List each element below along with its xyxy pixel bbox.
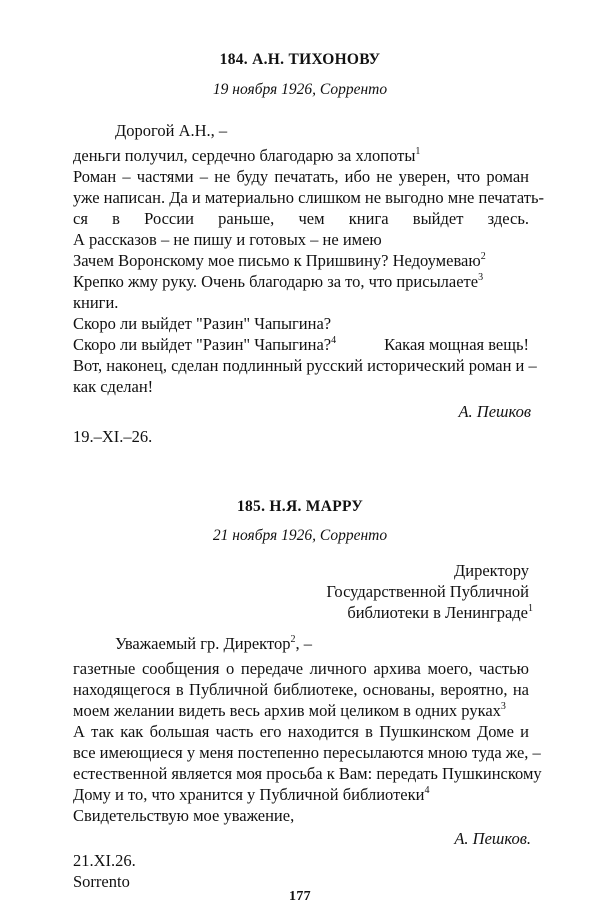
letter-185-closing-place: Sorrento [73, 872, 130, 891]
letter-185-closing-date: 21.XI.26. [73, 851, 136, 870]
text-line: деньги получил, сердечно благодарю за хлопоты$^1$ [73, 145, 421, 165]
text-line: газетные сообщения о передаче личного архива моего, частью [73, 659, 529, 678]
text-line: Дому и то, что хранится у Публичной библиотеки$^4$ [73, 784, 430, 804]
text-line: Скоро ли выйдет "Разин" Чапыгина?$^4$ Какая мощная вещь! [73, 334, 529, 354]
text-line: ся в России раньше, чем книга выйдет здесь. [73, 209, 529, 228]
text-line: Зачем Воронскому мое письмо к Пришвину? Недоумеваю$^2$ [73, 250, 486, 270]
text-line: Скоро ли выйдет "Разин" Чапыгина? [73, 314, 332, 333]
letter-185-heading: 185. Н.Я. МАРРУ [236, 498, 364, 515]
page-number: 177 [289, 889, 311, 904]
letter-185-salutation: Уважаемый гр. Директор$^2$, – [115, 633, 312, 653]
letter-184-salutation: Дорогой А.Н., – [115, 121, 228, 140]
letter-184-closing-date: 19.–XI.–26. [73, 427, 153, 446]
letter-185-signature: А. Пешков. [454, 829, 531, 848]
letter-185-date-place: 21 ноября 1926, Сорренто [212, 527, 388, 544]
text-line: моем желании видеть весь архив мой целиком в одних руках$^3$ [73, 700, 506, 720]
text-line: Свидетельствую мое уважение, [73, 806, 295, 825]
text-line: книги. [73, 293, 119, 312]
letter-184-signature: А. Пешков [458, 402, 531, 421]
addressee-line: библиотеки в Ленинграде$^1$ [347, 602, 533, 622]
text-line: уже написан. Да и материально слишком не выгодно мне печатать- [73, 188, 544, 207]
text-line: Роман – частями – не буду печатать, ибо не уверен, что роман [73, 167, 529, 186]
text-line: Крепко жму руку. Очень благодарю за то, что присылаете$^3$ [73, 271, 484, 291]
text-line: Вот, наконец, сделан подлинный русский исторический роман и – [73, 356, 537, 375]
letter-184-date-place: 19 ноября 1926, Сорренто [212, 81, 388, 98]
letter-184-heading: 184. А.Н. ТИХОНОВУ [219, 51, 381, 68]
addressee-line: Государственной Публичной [326, 582, 529, 601]
addressee-line: Директору [454, 561, 529, 580]
text-line: как сделан! [73, 377, 154, 396]
text-line: находящегося в Публичной библиотеке, основаны, вероятно, на [73, 680, 529, 699]
text-line: А так как большая часть его находится в Пушкинском Доме и [73, 722, 529, 741]
text-line: все имеющиеся у меня постепенно пересылаются мною туда же, – [73, 743, 541, 762]
text-line: естественной является моя просьба к Вам: передать Пушкинскому [73, 764, 542, 783]
text-line: А рассказов – не пишу и готовых – не имею [73, 230, 382, 249]
